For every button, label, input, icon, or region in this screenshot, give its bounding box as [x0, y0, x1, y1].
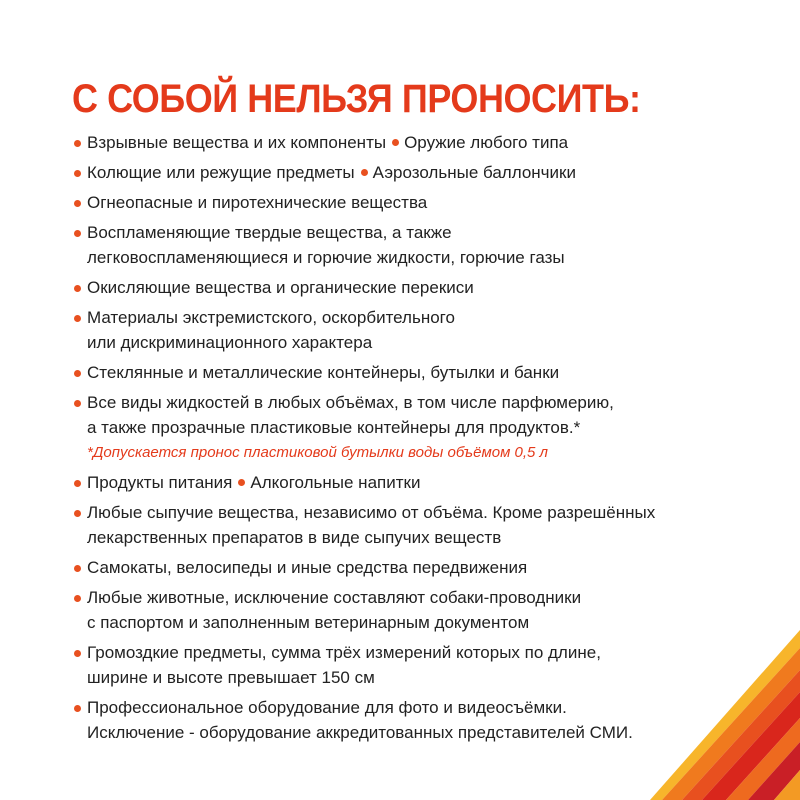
item-text: Взрывные вещества и их компоненты — [87, 133, 387, 152]
list-item — [74, 160, 724, 185]
bullet-icon — [74, 510, 81, 517]
item-text: Продукты питания — [87, 473, 233, 492]
list-item — [74, 305, 724, 355]
list-item — [74, 360, 724, 385]
list-item — [74, 640, 724, 690]
item-text: Профессиональное оборудование для фото и видеосъёмки. — [87, 698, 567, 717]
footnote: *Допускается пронос пластиковой бутылки воды объёмом 0,5 л — [87, 444, 549, 461]
list-item — [74, 190, 724, 215]
item-text: Громоздкие предметы, сумма трёх измерений которых по длине, — [87, 643, 601, 662]
list-item — [74, 470, 724, 495]
bullet-icon — [74, 595, 81, 602]
item-text: Оружие любого типа — [404, 133, 569, 152]
item-text: Окисляющие вещества и органические перекиси — [87, 278, 474, 297]
list-item — [74, 695, 724, 745]
list-item — [74, 275, 724, 300]
list-item — [74, 585, 724, 635]
item-text: Колющие или режущие предметы — [87, 163, 355, 182]
bullet-icon — [74, 705, 81, 712]
bullet-icon — [392, 139, 399, 146]
item-text: легковоспламеняющиеся и горючие жидкости, горючие газы — [87, 248, 565, 267]
prohibited-items-list — [74, 130, 724, 750]
item-text: или дискриминационного характера — [87, 333, 373, 352]
item-text: Воспламеняющие твердые вещества, а также — [87, 223, 452, 242]
page-title: С СОБОЙ НЕЛЬЗЯ ПРОНОСИТЬ: — [72, 77, 641, 121]
bullet-icon — [74, 480, 81, 487]
bullet-icon — [74, 230, 81, 237]
bullet-icon — [74, 650, 81, 657]
bullet-icon — [74, 565, 81, 572]
item-text: Все виды жидкостей в любых объёмах, в том числе парфюмерию, — [87, 393, 614, 412]
item-text: а также прозрачные пластиковые контейнеры для продуктов.* — [87, 418, 581, 437]
list-item — [74, 130, 724, 155]
item-text: Любые сыпучие вещества, независимо от объёма. Кроме разрешённых — [87, 503, 656, 522]
item-text: Материалы экстремистского, оскорбительного — [87, 308, 455, 327]
item-text: Огнеопасные и пиротехнические вещества — [87, 193, 428, 212]
item-text: с паспортом и заполненным ветеринарным документом — [87, 613, 530, 632]
item-text: Исключение - оборудование аккредитованных представителей СМИ. — [87, 723, 633, 742]
list-item — [74, 220, 724, 270]
list-item — [74, 500, 724, 550]
item-text: Самокаты, велосипеды и иные средства передвижения — [87, 558, 528, 577]
item-text: Стеклянные и металлические контейнеры, бутылки и банки — [87, 363, 560, 382]
item-text: Аэрозольные баллончики — [372, 163, 576, 182]
bullet-icon — [74, 370, 81, 377]
list-item — [74, 555, 724, 580]
bullet-icon — [74, 200, 81, 207]
decorative-stripes — [650, 630, 800, 800]
item-text: ширине и высоте превышает 150 см — [87, 668, 375, 687]
bullet-icon — [74, 285, 81, 292]
item-text: лекарственных препаратов в виде сыпучих веществ — [87, 528, 502, 547]
item-text: Алкогольные напитки — [250, 473, 421, 492]
bullet-icon — [74, 400, 81, 407]
bullet-icon — [74, 170, 81, 177]
bullet-icon — [238, 479, 245, 486]
bullet-icon — [74, 140, 81, 147]
list-item — [74, 390, 724, 465]
bullet-icon — [361, 169, 368, 176]
item-text: Любые животные, исключение составляют собаки-проводники — [87, 588, 582, 607]
bullet-icon — [74, 315, 81, 322]
